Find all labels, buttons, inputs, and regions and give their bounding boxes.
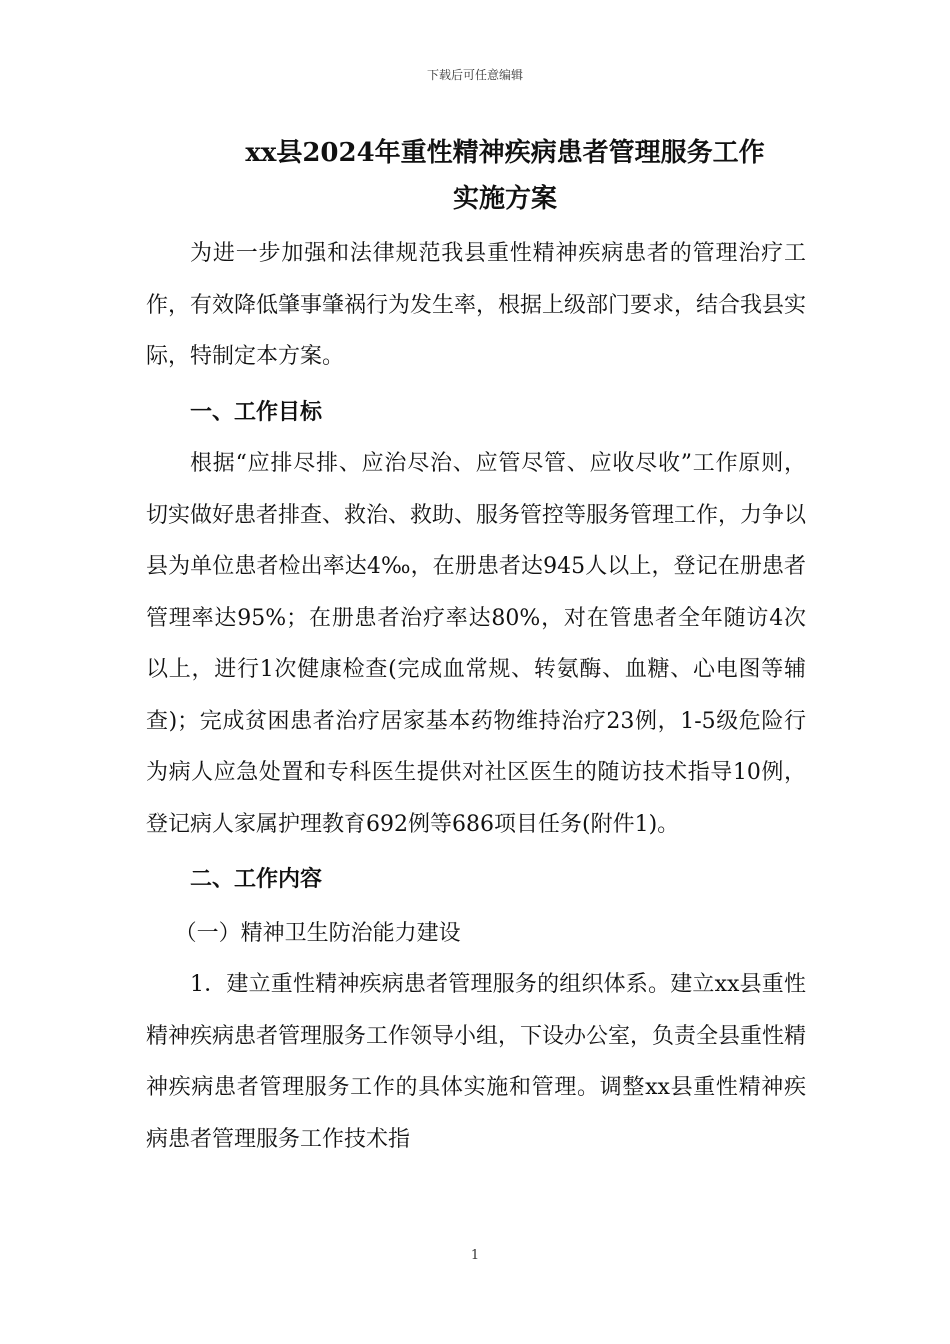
section-1-heading: 一、工作目标 <box>190 398 323 425</box>
section-1-body: 根据“应排尽排、应治尽治、应管尽管、应收尽收”工作原则，切实做好患者排查、救治、救助、服务管控等服务管理工作，力争以县为单位患者检出率达4‰，在册患者达945人以上，登记在册患者管理率达95%；在册患者治疗率达80%，对在管患者全年随访4次以上，进行1次健康检查(完成血常规、转氨酶、血糖、心电图等辅查)；完成贫困患者治疗居家基本药物维持治疗23例，1-5级危险行为病人应急处置和专科医生提供对社区医生的随访技术指导10例，登记病人家属护理教育692例等686项目任务(附件1)。 <box>146 451 807 837</box>
document-title <box>140 130 870 222</box>
item-1-paragraph: 1．建立重性精神疾病患者管理服务的组织体系。建立xx县重性精神疾病患者管理服务工作领导小组，下设办公室，负责全县重性精神疾病患者管理服务工作的具体实施和管理。调整xx县重性精神疾病患者管理服务工作技术指 <box>146 972 807 1152</box>
title-line-2: 实施方案 <box>452 184 557 214</box>
subsection-1-heading: （一）精神卫生防治能力建设 <box>174 920 461 946</box>
intro-paragraph: 为进一步加强和法律规范我县重性精神疾病患者的管理治疗工作，有效降低肇事肇祸行为发生率，根据上级部门要求，结合我县实际，特制定本方案。 <box>146 241 807 369</box>
page-number: 1 <box>470 1248 480 1263</box>
title-line-1: xx县2024年重性精神疾病患者管理服务工作 <box>245 138 765 168</box>
document-body <box>146 228 806 1165</box>
section-2-heading: 二、工作内容 <box>190 866 323 892</box>
header-note: 下载后可任意编辑 <box>426 68 523 82</box>
